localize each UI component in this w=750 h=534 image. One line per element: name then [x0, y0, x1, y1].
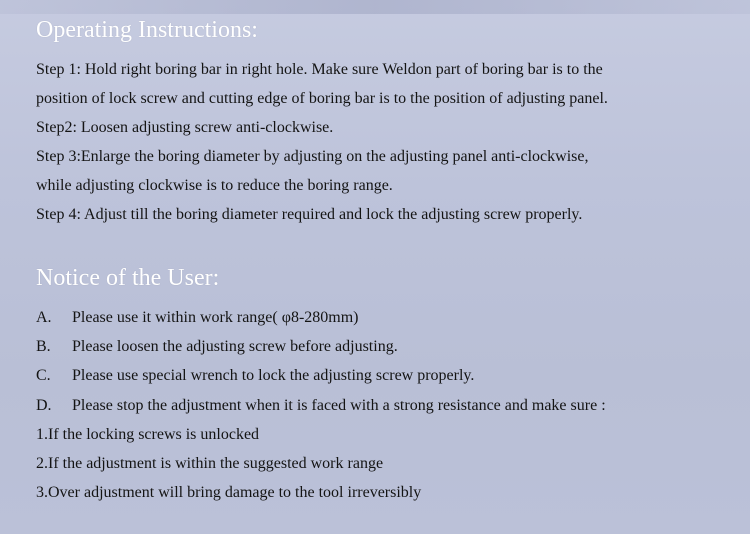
step-line: Step 1: Hold right boring bar in right hole. Make sure Weldon part of boring bar is to the	[36, 61, 603, 78]
notice-item-text: Please loosen the adjusting screw before adjusting.	[72, 338, 398, 356]
notice-list	[36, 303, 606, 507]
notice-item-marker: C.	[36, 367, 51, 385]
notice-sub-item: 3.Over adjustment will bring damage to the tool irreversibly	[36, 484, 422, 502]
operating-steps-list	[36, 55, 608, 229]
notice-item	[36, 361, 606, 390]
step-line: position of lock screw and cutting edge of boring bar is to the position of adjusting panel.	[36, 90, 608, 107]
notice-sub-item: 2.If the adjustment is within the suggested work range	[36, 454, 384, 472]
notice-item	[36, 303, 606, 332]
step-line: Step2: Loosen adjusting screw anti-clockwise.	[36, 119, 334, 136]
notice-item-text: Please use special wrench to lock the adjusting screw properly.	[72, 367, 475, 385]
notice-item	[36, 332, 606, 361]
notice-item-marker: A.	[36, 309, 52, 326]
top-decorative-band	[0, 0, 750, 14]
step-line: Step 4: Adjust till the boring diameter required and lock the adjusting screw properly.	[36, 206, 583, 223]
notice-item-text: Please stop the adjustment when it is faced with a strong resistance and make sure :	[72, 396, 606, 414]
notice-title: Notice of the User:	[36, 265, 220, 291]
notice-sub-item: 1.If the locking screws is unlocked	[36, 425, 260, 443]
step-line: while adjusting clockwise is to reduce the boring range.	[36, 177, 393, 194]
notice-item	[36, 391, 606, 420]
step-line: Step 3:Enlarge the boring diameter by adjusting on the adjusting panel anti-clockwise,	[36, 148, 589, 165]
notice-item-marker: B.	[36, 338, 51, 356]
notice-item-text: Please use it within work range( φ8-280mm)	[72, 309, 359, 326]
notice-item-marker: D.	[36, 396, 52, 414]
operating-instructions-title: Operating Instructions:	[36, 17, 258, 43]
